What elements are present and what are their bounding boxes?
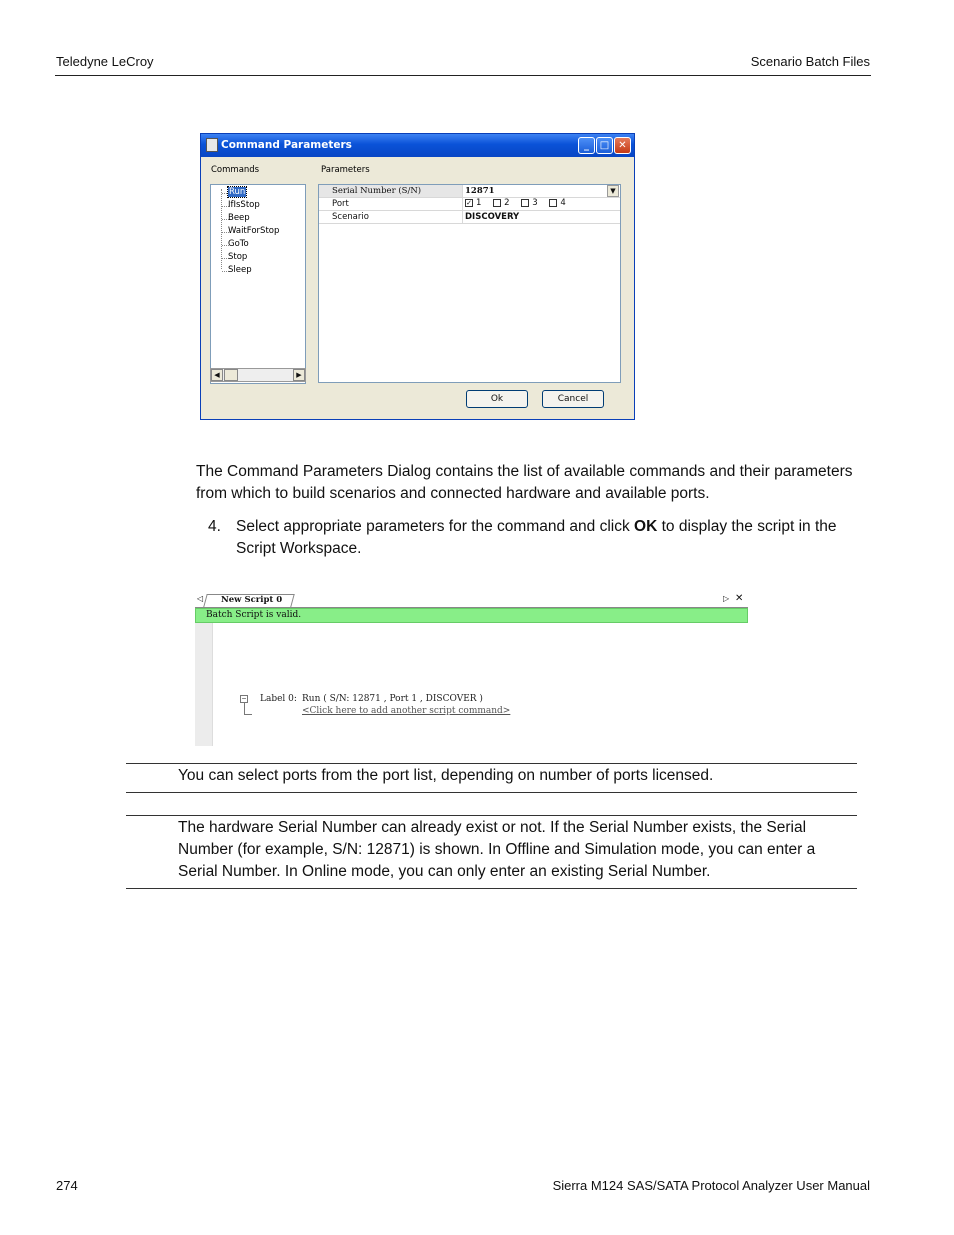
footer-title: Sierra M124 SAS/SATA Protocol Analyzer User Manual [552,1178,870,1193]
add-script-command-link[interactable]: <Click here to add another script command> [302,706,511,716]
tree-item-sleep[interactable]: Sleep [228,265,252,275]
tree-item-ifisstop[interactable]: IfIsStop [228,200,260,210]
script-workspace [195,594,748,746]
script-label: Label 0: [260,694,297,704]
script-tab-bar [195,594,748,608]
cancel-button[interactable]: Cancel [542,390,604,408]
close-button[interactable]: ✕ [614,137,631,154]
note2-bottom-rule [126,888,857,889]
step-text: Select appropriate parameters for the command and click OK to display the script in the Script Workspace. [236,518,837,557]
header-rule [55,75,871,76]
note-ports: You can select ports from the port list, depending on number of ports licensed. [178,767,714,784]
header-left: Teledyne LeCroy [56,54,154,69]
parameters-grid[interactable] [318,184,621,383]
step-number: 4. [208,518,221,535]
collapse-icon[interactable]: − [241,694,247,703]
tab-scroll-right-icon[interactable]: ▷ [723,594,730,603]
tree-item-beep[interactable]: Beep [228,213,250,223]
app-icon [206,138,218,152]
editor-gutter [195,623,213,746]
tab-new-script-0[interactable]: New Script 0 [221,595,283,605]
minimize-button[interactable]: _ [578,137,595,154]
port-3-checkbox[interactable]: 3 [521,198,537,208]
chevron-down-icon[interactable]: ▼ [607,185,619,197]
close-icon[interactable]: ✕ [735,593,744,604]
serial-number-value[interactable]: 12871 [465,186,495,196]
port-2-checkbox[interactable]: 2 [493,198,509,208]
param-name-serial: Serial Number (S/N) [332,186,422,196]
param-name-port: Port [332,199,349,209]
tree-item-waitforstop[interactable]: WaitForStop [228,226,280,236]
note-serial-number: The hardware Serial Number can already exist or not. If the Serial Number exists, the Serial Number (for example, S/N: 12871) is shown. In Offline and Simulation mode, you can enter a Serial Number. In Online mode, you can only enter an existing Serial Number. [178,819,816,880]
tree-item-goto[interactable]: GoTo [228,239,249,249]
scroll-right-icon[interactable]: ▶ [293,369,305,381]
tree-item-stop[interactable]: Stop [228,252,248,262]
header-right: Scenario Batch Files [750,54,870,69]
parameters-label: Parameters [321,165,370,175]
commands-tree[interactable] [210,184,306,384]
tree-item-run[interactable]: Run [229,187,246,197]
commands-horizontal-scrollbar[interactable] [210,368,306,382]
param-row-port[interactable] [319,198,620,211]
dialog-title-bar [201,134,634,157]
dialog-title: Command Parameters [221,139,352,151]
dialog-description: The Command Parameters Dialog contains the list of available commands and their parameters from which to build scenarios and connected hardware and available ports. [196,463,853,502]
tab-scroll-left-icon[interactable]: ◁ [197,594,204,603]
port-checkboxes [465,198,566,208]
param-row-scenario[interactable] [319,211,620,224]
scroll-left-icon[interactable]: ◀ [211,369,223,381]
param-name-scenario: Scenario [332,212,369,222]
scenario-value[interactable]: DISCOVERY [465,212,520,222]
note1-bottom-rule [126,792,857,793]
ok-button[interactable]: Ok [466,390,528,408]
check-icon: ✓ [466,198,472,207]
port-4-checkbox[interactable]: 4 [549,198,565,208]
ok-keyword: OK [634,518,658,535]
page-number: 274 [56,1178,78,1193]
commands-label: Commands [211,165,260,175]
scroll-thumb[interactable] [224,369,238,381]
param-row-serial[interactable] [319,185,620,198]
maximize-button[interactable]: □ [596,137,613,154]
note2-top-rule [126,815,857,816]
script-command-run[interactable]: Run ( S/N: 12871 , Port 1 , DISCOVER ) [302,694,483,704]
command-parameters-dialog [200,133,635,420]
validation-status: Batch Script is valid. [195,608,748,623]
port-1-checkbox[interactable]: ✓ 1 [466,198,482,208]
note1-top-rule [126,763,857,764]
